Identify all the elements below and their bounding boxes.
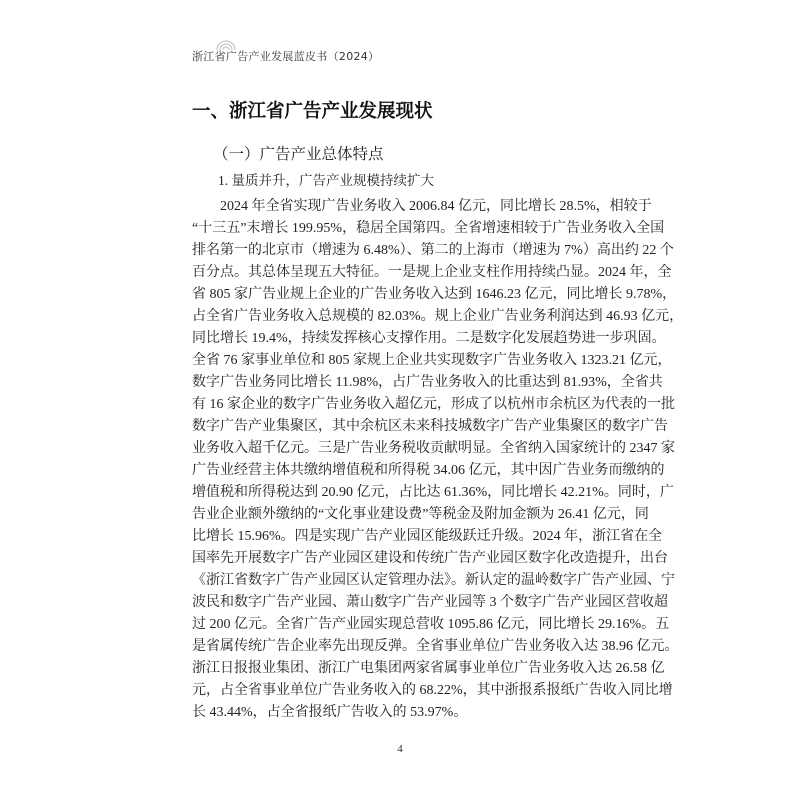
paragraph-line: 有 16 家企业的数字广告业务收入超亿元，形成了以杭州市余杭区为代表的一批: [192, 397, 675, 412]
section-title: 一、浙江省广告产业发展现状: [192, 102, 433, 122]
book-logo-icon: [215, 36, 237, 50]
paragraph-line: 浙江日报报业集团、浙江广电集团两家省属事业单位广告业务收入达 26.58 亿: [192, 661, 665, 676]
running-header: 浙江省广告产业发展蓝皮书（2024）: [192, 50, 380, 63]
paragraph-line: 数字广告产业集聚区，其中余杭区未来科技城数字广告产业集聚区的数字广告: [192, 419, 668, 434]
paragraph-line: 业务收入超千亿元。三是广告业务税收贡献明显。全省纳入国家统计的 2347 家: [192, 441, 675, 456]
paragraph-line: 2024 年全省实现广告业务收入 2006.84 亿元，同比增长 28.5%，相较于: [220, 199, 652, 214]
paragraph-line: 百分点。其总体呈现五大特征。一是规上企业支柱作用持续凸显。2024 年，全: [192, 265, 672, 280]
paragraph-line: “十三五”末增长 199.95%，稳居全国第四。全省增速相较于广告业务收入全国: [192, 221, 665, 236]
paragraph-line: 省 805 家广告业规上企业的广告业务收入达到 1646.23 亿元，同比增长 9.78%，: [192, 287, 677, 302]
body-paragraph: [192, 196, 684, 724]
paragraph-line: 长 43.44%，占全省报纸广告收入的 53.97%。: [192, 705, 468, 720]
paragraph-line: 占全省广告业务收入总规模的 82.03%。规上企业广告业务利润达到 46.93 亿元，: [192, 309, 684, 324]
page-number: 4: [397, 743, 403, 755]
paragraph-line: 《浙江省数字广告产业园区认定管理办法》。新认定的温岭数字广告产业园、宁: [192, 573, 675, 588]
item-title: 1. 量质并升，广告产业规模持续扩大: [218, 173, 434, 188]
paragraph-line: 排名第一的北京市（增速为 6.48%）、第二的上海市（增速为 7%）高出约 22 个: [192, 243, 674, 258]
subsection-title: （一）广告产业总体特点: [213, 145, 384, 163]
paragraph-line: 波民和数字广告产业园、萧山数字广告产业园等 3 个数字广告产业园区营收超: [192, 595, 668, 610]
paragraph-line: 增值税和所得税达到 20.90 亿元，占比达 61.36%，同比增长 42.21%。同时，广: [192, 485, 674, 500]
paragraph-line: 元，占全省事业单位广告业务收入的 68.22%，其中浙报系报纸广告收入同比增: [192, 683, 673, 698]
paragraph-line: 广告业经营主体共缴纳增值税和所得税 34.06 亿元，其中因广告业务而缴纳的: [192, 463, 665, 478]
paragraph-line: 国率先开展数字广告产业园区建设和传统广告产业园区数字化改造提升，出台: [192, 551, 668, 566]
paragraph-line: 数字广告业务同比增长 11.98%，占广告业务收入的比重达到 81.93%，全省共: [192, 375, 663, 390]
paragraph-line: 比增长 15.96%。四是实现广告产业园区能级跃迁升级。2024 年，浙江省在全: [192, 529, 663, 544]
paragraph-line: 同比增长 19.4%，持续发挥核心支撑作用。二是数字化发展趋势进一步巩固。: [192, 331, 666, 346]
paragraph-line: 过 200 亿元。全省广告产业园实现总营收 1095.86 亿元，同比增长 29.16%。五: [192, 617, 670, 632]
paragraph-line: 全省 76 家事业单位和 805 家规上企业共实现数字广告业务收入 1323.21 亿元，: [192, 353, 672, 368]
paragraph-line: 是省属传统广告企业率先出现反弹。全省事业单位广告业务收入达 38.96 亿元。: [192, 639, 679, 654]
paragraph-line: 告业企业额外缴纳的“文化事业建设费”等税金及附加金额为 26.41 亿元，同: [192, 507, 649, 522]
